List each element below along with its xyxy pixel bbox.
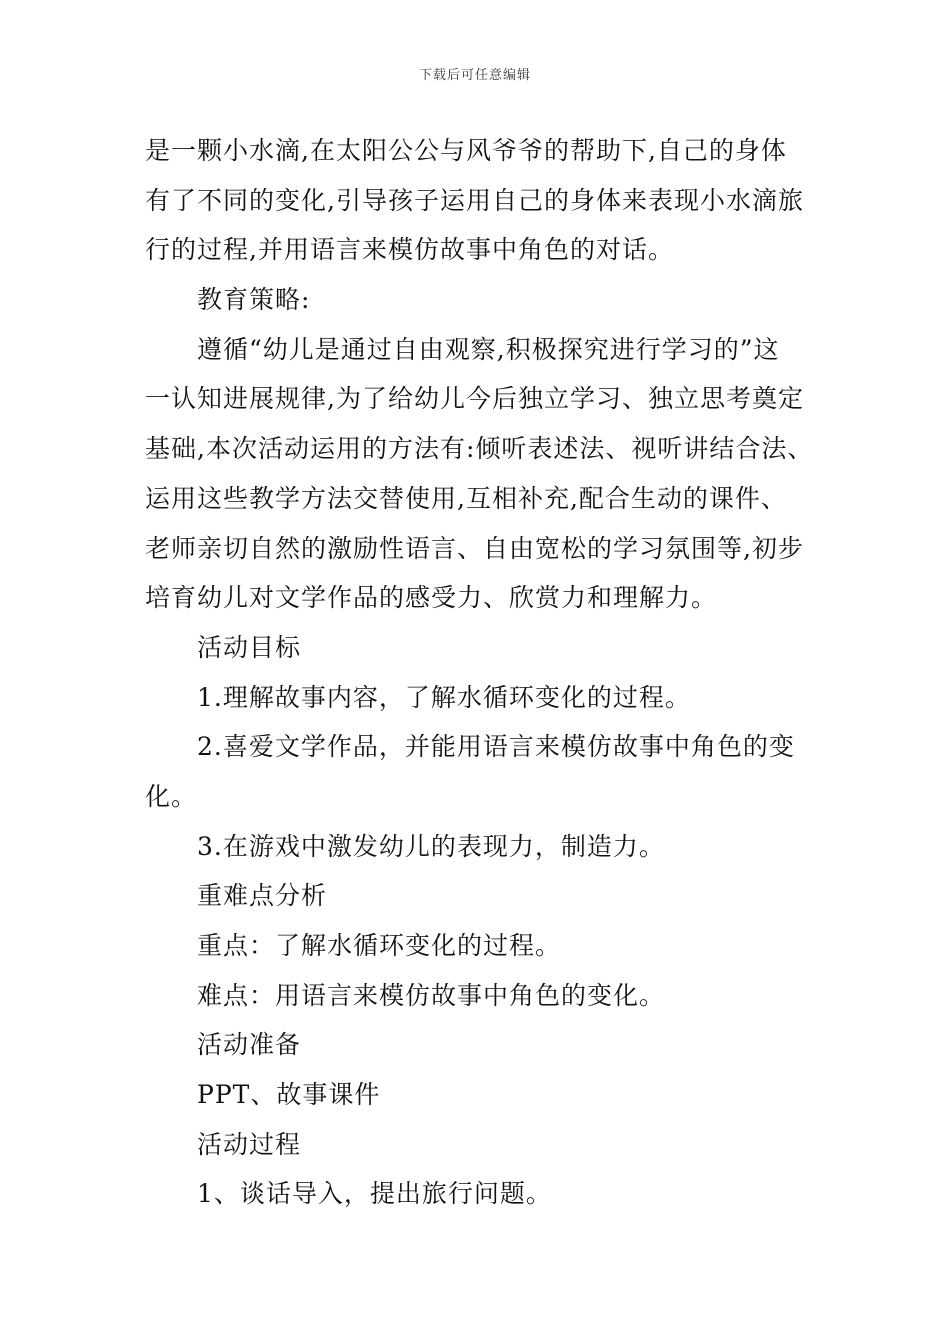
text-line: 难点：用语言来模仿故事中角色的变化。 — [197, 980, 666, 1010]
text-line: 2.喜爱文学作品，并能用语言来模仿故事中角色的变 — [197, 732, 795, 762]
text-line: 重点：了解水循环变化的过程。 — [197, 931, 562, 960]
text-line: 活动过程 — [197, 1129, 302, 1159]
text-line: 教育策略: — [197, 285, 311, 315]
text-line: 3.在游戏中激发幼儿的表现力，制造力。 — [197, 831, 665, 861]
text-line: 遵循“幼儿是通过自由观察,积极探究进行学习的”这 — [197, 334, 780, 364]
text-line: 化。 — [145, 781, 198, 811]
text-line: 培育幼儿对文学作品的感受力、欣赏力和理解力。 — [145, 583, 718, 613]
text-line: 老师亲切自然的激励性语言、自由宽松的学习氛围等,初步 — [145, 533, 804, 563]
text-line: 是一颗小水滴,在太阳公公与风爷爷的帮助下,自己的身体 — [145, 136, 787, 165]
text-line: 行的过程,并用语言来模仿故事中角色的对话。 — [145, 235, 674, 265]
document-body — [145, 126, 825, 1219]
text-line: 活动准备 — [197, 1030, 302, 1060]
page-header: 下载后可任意编辑 — [418, 68, 531, 83]
text-line: 1.理解故事内容，了解水循环变化的过程。 — [197, 682, 691, 712]
text-line: 基础,本次活动运用的方法有:倾听表述法、视听讲结合法、 — [145, 434, 814, 464]
text-line: 1、谈话导入，提出旅行问题。 — [197, 1179, 552, 1209]
text-line: PPT、故事课件 — [197, 1080, 381, 1110]
text-line: 活动目标 — [197, 632, 302, 662]
text-line: 有了不同的变化,引导孩子运用自己的身体来表现小水滴旅 — [145, 185, 804, 215]
text-line: 运用这些教学方法交替使用,互相补充,配合生动的课件、 — [145, 483, 787, 513]
text-line: 重难点分析 — [197, 881, 328, 911]
text-line: 一认知进展规律,为了给幼儿今后独立学习、独立思考奠定 — [145, 384, 804, 414]
